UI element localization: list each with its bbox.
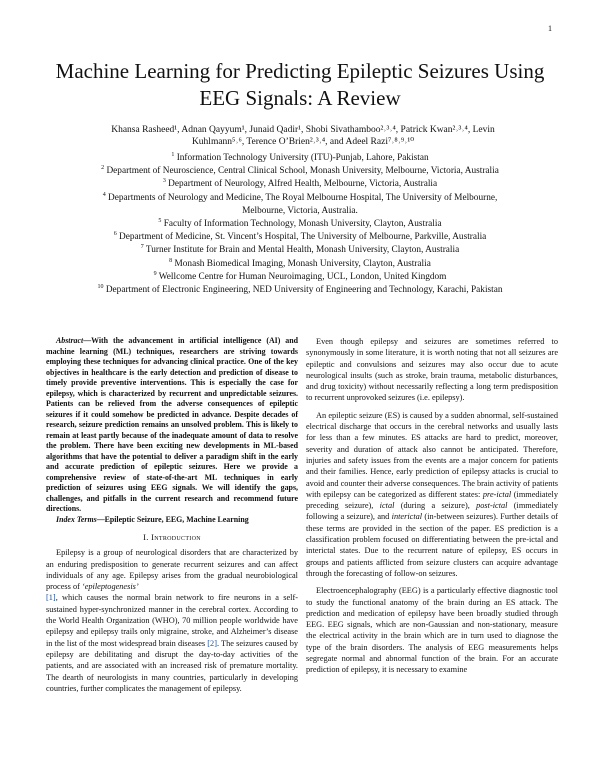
- affiliation: $^3$ Department of Neurology, Alfred Health, Melbourne, Victoria, Australia: [162, 178, 438, 190]
- citation-link[interactable]: [2]: [207, 638, 217, 648]
- page-number: 1: [548, 24, 552, 33]
- intro-paragraph: Epilepsy is a group of neurological disorders that are characterized by an enduring predisposition to generate recurrent seizures and can affect individuals of any age. Epilepsy arises from the gradual neurobiological process of ‘epileptogenesis’ [1], which causes the normal brain network to fire neurons in a self-sustained hyper-synchronized manner in the cerebral cortex. According to the World Health Organization (WHO), 70 million people worldwide have epilepsy and epilepsy trails only migraine, stroke, and Alzheimer’s disease in the list of the most widespread brain diseases [2]. The seizures caused by epilepsy are debilitating and disrupt the day-to-day activities of the patients, and are associated with an increased risk of premature mortality. The dearth of neurologists in many countries, particularly in developing countries, further complicates the management of epilepsy.: [46, 548, 298, 693]
- affiliation-list: [30, 152, 570, 297]
- affiliation: $^7$ Turner Institute for Brain and Mental Health, Monash University, Clayton, Australia: [140, 244, 460, 256]
- paper-title: Machine Learning for Predicting Epileptic Seizures Using EEG Signals: A Review: [55, 59, 545, 110]
- affiliation: $^{10}$ Department of Electronic Engineering, NED University of Engineering and Technology, Karachi, Pakistan: [97, 283, 503, 296]
- affiliation: $^6$ Department of Medicine, St. Vincent’s Hospital, The University of Melbourne, Parkville, Australia: [113, 231, 487, 243]
- affiliation: $^8$ Monash Biomedical Imaging, Monash University, Clayton, Australia: [169, 257, 431, 269]
- affiliation: $^2$ Department of Neuroscience, Central Clinical School, Monash University, Melbourne, Victoria, Australia: [101, 165, 499, 177]
- affiliation: $^5$ Faculty of Information Technology, Monash University, Clayton, Australia: [158, 217, 442, 230]
- citation-link[interactable]: [1]: [46, 593, 56, 603]
- author-line-1: Khansa Rasheed¹, Adnan Qayyum¹, Junaid Qadir¹, Shobi Sivathamboo²˒³˒⁴, Patrick Kwan²˒³˒⁴, Levin: [111, 125, 495, 135]
- author-list: [58, 124, 548, 148]
- affiliation: $^1$ Information Technology University (ITU)-Punjab, Lahore, Pakistan: [171, 151, 429, 163]
- body-paragraph: An epileptic seizure (ES) is caused by a sudden abnormal, self-sustained electrical discharge that occurs in the cerebral networks and usually lasts for less than a few minutes. ES attacks are hard to predict, moreover, severity and duration of attack also cannot be anticipated. Therefore, injuries and safety issues from the events are a major concern for patients and their families. Hence, early prediction of epilepsy attacks is crucial to avoid and counter their adverse consequences. The brain activity of patients with epilepsy can be categorized as different states: pre-ictal (immediately preceding seizure), ictal (during a seizure), post-ictal (immediately following a seizure), and interictal (in-between seizures). Further details of these terms are provided in the section of the paper. ES prediction is a classification problem focused on differentiating between the pre-ictal and interictal states. Due to the recurrent nature of epilepsy, ES occurs in groups and patients afflicted from seizure clusters can acquire advantage through the forecasting of follow-on seizures.: [306, 410, 558, 578]
- index-terms-label: Index Terms: [56, 514, 97, 524]
- body-paragraph: Even though epilepsy and seizures are sometimes referred to synonymously in some literature, it is worth noting that not all seizures are epileptic and convulsions and seizures may also occur due to acute neurological insults (such as stroke, brain trauma, metabolic disturbances, and drug toxicity) without necessarily reflecting a long term predisposition to recurrent unprovoked seizures (i.e. epilepsy).: [306, 337, 558, 403]
- affiliation: Melbourne, Victoria, Australia.: [242, 205, 358, 216]
- abstract: Abstract—With the advancement in artificial intelligence (AI) and machine learning (ML) techniques, researchers are striving towards employing these techniques for advancing clinical practice. One of the key objectives in healthcare is the early detection and prediction of disease to timely provide preventive interventions. This is especially the case for epilepsy, which is characterized by recurrent and unpredictable seizures. Patients can be relieved from the adverse consequences of epileptic seizures if it could somehow be predicted in advance. Despite decades of research, seizure prediction remains an unsolved problem. This is likely to remain at least partly because of the inadequate amount of data to resolve the problem. There have been exciting new developments in ML-based algorithms that have the potential to deliver a paradigm shift in the early and accurate prediction of epileptic seizures. Here we provide a comprehensive review of state-of-the-art ML techniques in early prediction of seizures using EEG signals. We will identify the gaps, challenges, and pitfalls in the current research and recommend future directions.: [46, 336, 298, 513]
- right-column: [306, 336, 558, 676]
- left-column: [46, 336, 298, 694]
- section-heading: I. Introduction: [143, 532, 201, 542]
- author-line-2: Kuhlmann⁵˒⁶, Terence O’Brien²˒³˒⁴, and Adeel Razi⁷˒⁸˒⁹˒¹⁰: [191, 137, 415, 147]
- affiliation: $^9$ Wellcome Centre for Human Neuroimaging, UCL, London, United Kingdom: [153, 270, 447, 282]
- abstract-label: Abstract: [56, 336, 84, 345]
- index-terms: Index Terms—Epileptic Seizure, EEG, Machine Learning: [56, 514, 249, 524]
- affiliation: $^4$ Departments of Neurology and Medicine, The Royal Melbourne Hospital, The University of Melbourne,: [102, 191, 498, 203]
- body-paragraph: Electroencephalography (EEG) is a particularly effective diagnostic tool to study the functional anatomy of the brain during an ES attack. The prediction and medication of epilepsy have been broadly studied through EEG. EEG signals, which are non-Gaussian and non-stationary, measure the electrical activity in the brain which are in turn used to diagnose the type of the brain disorders. The analysis of EEG measurements helps segregate normal and abnormal function of the brain. For an accurate prediction of epilepsy, it is necessary to examine: [306, 586, 558, 675]
